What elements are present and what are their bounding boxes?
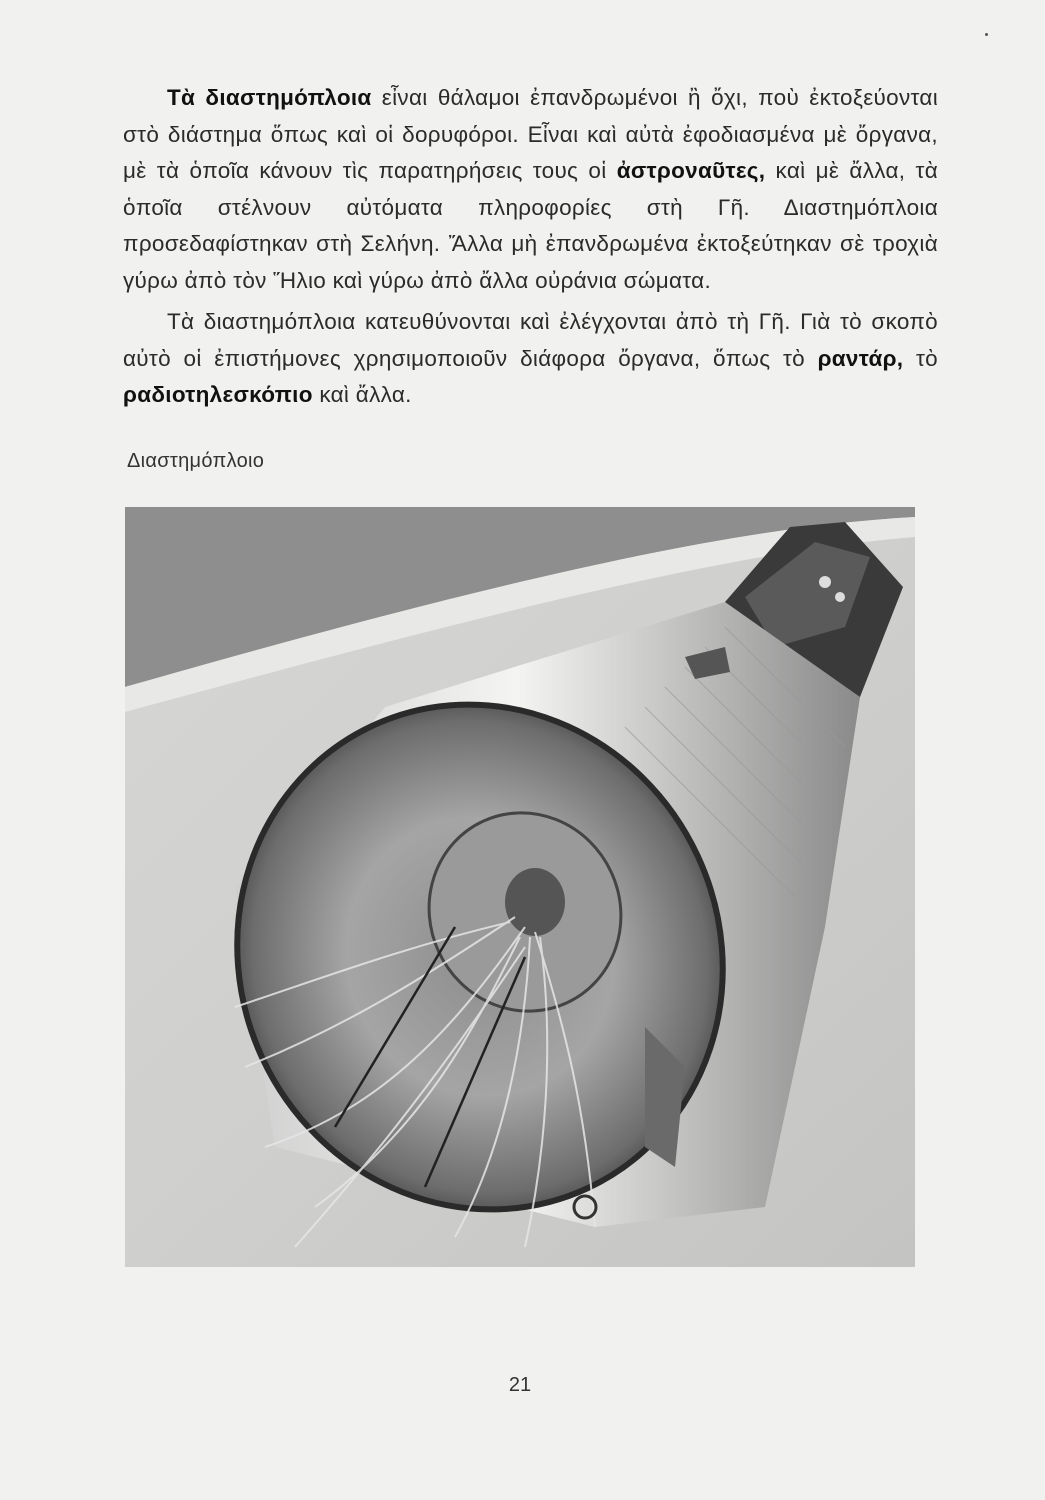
page-number: 21	[508, 1374, 532, 1396]
paragraph-control	[123, 304, 938, 414]
paragraph-text: καὶ μὲ ἄλλα, τὰ ὁποῖα στέλνουν αὐτόματα πληροφορίες στὴ Γῆ. Διαστημόπλοια προσεδαφίστηκαν στὴ Σελήνη. Ἄλλα μὴ ἐπανδρωμένα ἐκτοξεύτηκαν σὲ τροχιὰ γύρω ἀπὸ τὸν Ἥλιο καὶ γύρω ἀπὸ ἄλλα οὐράνια σώματα.	[123, 158, 939, 293]
spacecraft-photo	[125, 507, 915, 1267]
term-spacecraft: Τὰ διαστημόπλοια	[167, 85, 372, 110]
term-astronauts: ἀστροναῦτες,	[616, 158, 766, 183]
paragraph-text: εἶναι θάλαμοι ἐπανδρωμένοι ἢ ὄχι, ποὺ ἐκτοξεύονται στὸ διάστημα ὅπως καὶ οἱ δορυφόροι. Εἶναι καὶ αὐτὰ ἐφοδιασμένα μὲ ὄργανα, μὲ τὰ ὁποῖα κάνουν τὶς παρατηρήσεις τους οἱ	[123, 85, 938, 183]
figure-caption: Διαστημόπλοιο	[127, 450, 265, 472]
term-radar: ραντάρ,	[817, 345, 904, 371]
term-radio-telescope: ραδιοτηλεσκόπιο	[123, 382, 313, 407]
paragraph-spacecraft	[123, 80, 938, 299]
paragraph-text: τὸ	[903, 345, 938, 371]
print-speck	[985, 33, 988, 36]
paragraph-text: Τὰ διαστημόπλοια κατευθύνονται καὶ ἐλέγχονται ἀπὸ τὴ Γῆ. Γιὰ τὸ σκοπὸ αὐτὸ οἱ ἐπιστήμονες χρησιμοποιοῦν διάφορα ὄργανα, ὅπως τὸ	[123, 309, 938, 371]
paragraph-text: καὶ ἄλλα.	[312, 382, 412, 407]
